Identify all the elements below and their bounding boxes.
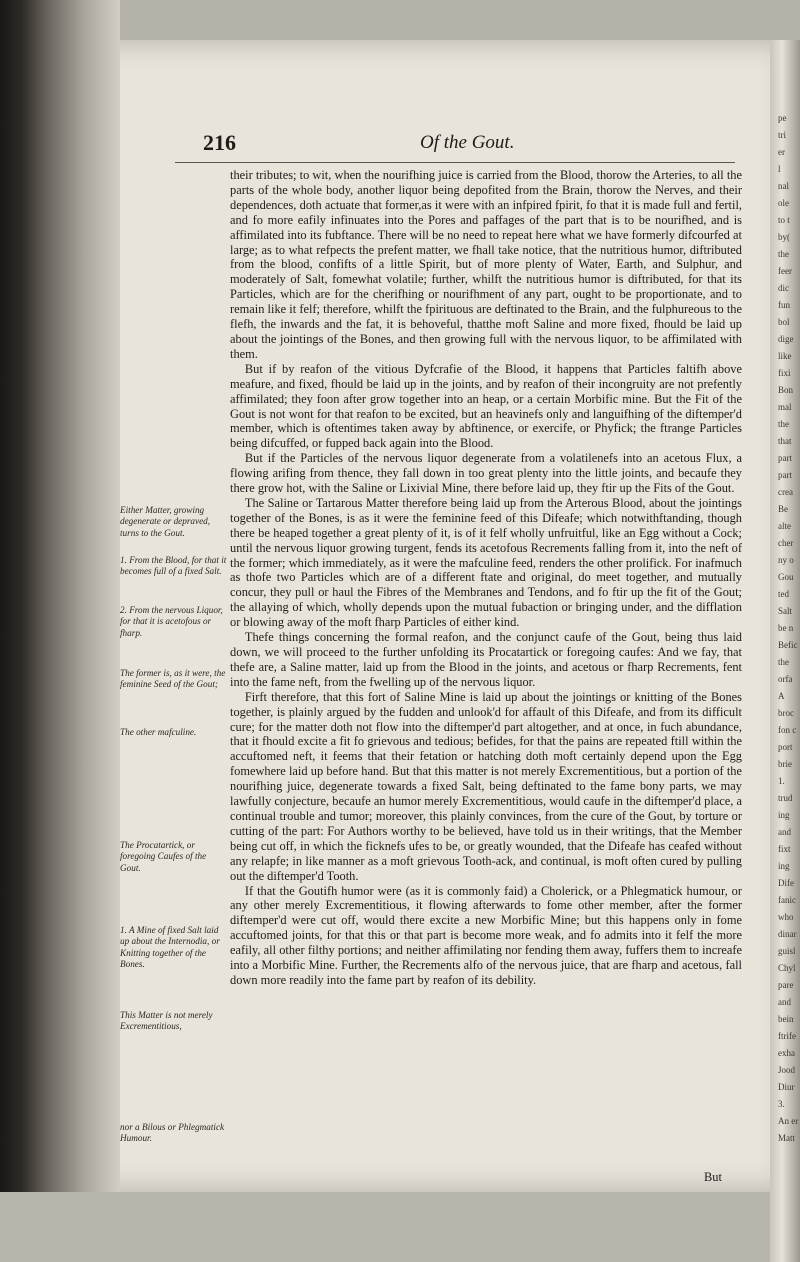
facing-page-fragment: ftrife (778, 1031, 796, 1041)
facing-page-fragment: trud (778, 793, 793, 803)
paragraph: Firft therefore, that this fort of Saline Mine is laid up about the jointings or knitting of the Bones together, is plainly argued by the fudden and unlook'd for affault of this Difeafe, and from its difficult cure; for the matter doth not flow into the diftemper'd part altogether, and at once, in fuch abundance, that it fhould excite a fit fo grievous and tedious; befides, for that the pains are repeated ftill within the accuftomed neft, it feems that their fetation or hatching doth moft certainly depend upon the Egg fomewhere laid up before hand. But that this matter is not merely Excrementitious, but a portion of the nourifhing juice, degenerate towards a fixed Salt, being deftinated to the fame bony parts, we may lawfully conjecture, becaufe an humor merely Excrementitious, would caufe in the diftemper'd place, a continual trouble and tumor; moreover, this plainly convinces, from the cure of the Gout, by torture or cutting of the part: For Authors worthy to be believed, have told us in their writings, that the Member being cut off, in which the ficknefs ufes to be, or greatly wounded, that the Difeafe has ceafed without any relapfe; in like manner as a moft grievous Tooth-ack, and continual, is moft often cured by pulling out the diftemper'd Tooth. (230, 689, 742, 883)
facing-page-fragment: fun (778, 300, 790, 310)
facing-page-fragment: port (778, 742, 793, 752)
facing-page-fragment: the (778, 249, 789, 259)
marginal-note: 2. From the nervous Liquor, for that it is acetofous or fharp. (120, 605, 223, 638)
paragraph: If that the Goutifh humor were (as it is commonly faid) a Cholerick, or a Phlegmatick humour, or any other merely Excrementitious, it flowing afterwards to fome other member, after the former diftemper'd were cut off, would there excite a new Morbific Mine; but this happens only in fome accuftomed joints, for that this or that part is become more weak, and fo admits into it felf the more eafily, all other filthy portions; and neither affimilating nor fending them away, fuffers them to increafe into a Morbific Mine. Further, the Recrements alfo of the nervous juice, that are fharp and acetous, fall down more readily into the fame part by reafon of its debility. (230, 883, 742, 987)
main-text (230, 168, 742, 988)
marginal-note: Either Matter, growing degenerate or depraved, turns to the Gout. (120, 505, 211, 538)
paragraph: The Saline or Tartarous Matter therefore being laid up from the Arterous Blood, about the jointings together of the Bones, is as it were the feminine feed of this Difeafe; which notwithftanding, though there be heaped together a great plenty of it, is of it felf wholly unfruitful, like an Egg without a Cock; until the nervous liquor growing turgent, fends its acetofous Recrements falling from it, into the neft of the former; which immediately, as it were the mafculine feed, renders the other prolifick. For inafmuch as thofe two Particles which are of a different ftate and original, do meet together, and mutually concur, they pull or haul the Fibres of the Membranes and Tendons, and fo ftir up the fit of the Gout; the allaying of which, wholly depends upon the mutual fubaction or bringing under, and the difflation or blowing away of the moft fharp Particles of either kind. (230, 495, 742, 630)
facing-page-fragment: ny o (778, 555, 794, 565)
marginal-note: This Matter is not merely Excrementitious, (120, 1010, 213, 1032)
paragraph: But if the Particles of the nervous liquor degenerate from a volatilenefs into an acetous Flux, a flowing arifing from thence, they fall down in too great plenty into the little joints, and becaufe they there grow hot, with the Saline or Lixivial Mine, there before laid up, they ftir up the Fits of the Gout. (230, 451, 742, 496)
marginal-note: nor a Bilous or Phlegmatick Humour. (120, 1122, 225, 1144)
book-gutter (0, 0, 120, 1192)
facing-page-fragment: Matt (778, 1133, 795, 1143)
facing-page-fragment: nal (778, 181, 789, 191)
facing-page-edge (770, 40, 800, 1262)
facing-page-fragment: part (778, 470, 792, 480)
facing-page-fragment: crea (778, 487, 793, 497)
marginal-note: The other mafculine. (120, 727, 197, 737)
facing-page-fragment: 3. (778, 1099, 785, 1109)
facing-page-fragment: ing (778, 810, 790, 820)
facing-page-fragment: mal (778, 402, 792, 412)
facing-page-fragment: to t (778, 215, 790, 225)
facing-page-fragment: and (778, 997, 791, 1007)
facing-page-fragment: dige (778, 334, 794, 344)
facing-page-fragment: feer (778, 266, 792, 276)
catchword: But (704, 1170, 722, 1184)
facing-page-fragment: and (778, 827, 791, 837)
facing-page-fragment: the (778, 657, 789, 667)
facing-page-fragment: Jood (778, 1065, 796, 1075)
facing-page-fragment: Befic (778, 640, 798, 650)
facing-page-fragment: l (778, 164, 781, 174)
facing-page-fragment: who (778, 912, 794, 922)
facing-page-fragment: ole (778, 198, 789, 208)
page-header (175, 130, 735, 163)
scan-top-band (60, 0, 800, 40)
facing-page-fragment: Salt (778, 606, 793, 616)
facing-page-fragment: brie (778, 759, 792, 769)
facing-page-fragment: ted (778, 589, 789, 599)
paragraph: their tributes; to wit, when the nourifhing juice is carried from the Blood, thorow the Arteries, to all the parts of the whole body, another liquor being depofited from the Brain, thorow the Nerves, and their dependences, doth actuate that former,as it were with an infpired fpirit, fo that it is made full and fertil, and fo more eafily infinuates into the Pores and paffages of the part that is to be nourifhed, and is affimilated into its fubftance. There will be no need to repeat here what we have formerly difcourfed at large; as to what refpects the prefent matter, we fhall take notice, that the nutritious humor, diftributed from the blood, confifts of a little Spirit, but of more plenty of Water, Earth, and Sulphur, and moderately of Salt, fomewhat volatile; further, whilft the nutritious humor is diftributed, for that its Particles, which are for the cherifhing or nourifhment of any part, ought to be proportionate, and to remain like it felf; therefore, whilft the fpirituous are deftinated to the Brain, and the fulphureous to the flefh, the inwards and the fat, it is behoveful, thatthe moft Saline and more fixed, fhould be laid up about the jointings of the Bones, and then growing full with the nervous liquor, to be affimilated with them. (230, 168, 742, 361)
facing-page-fragment: exha (778, 1048, 795, 1058)
facing-page-fragment: like (778, 351, 792, 361)
facing-page-fragment: dinar (778, 929, 797, 939)
facing-page-fragment: Gou (778, 572, 794, 582)
facing-page-fragment: by( (778, 232, 790, 242)
running-title: Of the Gout. (420, 132, 515, 153)
facing-page-fragment: that (778, 436, 792, 446)
paragraph: But if by reafon of the vitious Dyfcrafie of the Blood, it happens that Particles faltifh above meafure, and fixed, fhould be laid up in the joints, and by reafon of their incongruity are not prefently affimilated; they foon after grow together into an heap, or a certain Morbific mine. But the Fit of the Gout is not wont for that reafon to be excited, but an heavinefs only and languifhing of the diftemper'd member, which is oftentimes taken away by abftinence, or exercife, or Phyfick; the ftrange Particles being difcuffed, or fupped back again into the Blood. (230, 361, 742, 451)
facing-page-fragment: pe (778, 113, 787, 123)
paragraph: Thefe things concerning the formal reafon, and the conjunct caufe of the Gout, being thus laid down, we will proceed to the further unfolding its Procatartick or foregoing caufes: And we fay, that thefe are, a Saline matter, laid up from the Blood in the joints, and acetous or fharp Recrements, fent into the fame neft, from the fwelling up of the nervous liquor. (230, 630, 742, 689)
marginal-note: The Procatartick, or foregoing Caufes of the Gout. (120, 840, 207, 873)
facing-page-fragment: ing (778, 861, 790, 871)
marginal-note: 1. A Mine of fixed Salt laid up about the Internodia, or Knitting together of the Bones. (120, 925, 220, 970)
facing-page-fragment: 1. (778, 776, 785, 786)
facing-page-fragment: pare (778, 980, 794, 990)
facing-page-fragment: orfa (778, 674, 793, 684)
facing-page-fragment: A (778, 691, 785, 701)
facing-page-fragment: fixi (778, 368, 791, 378)
facing-page-fragment: part (778, 453, 792, 463)
marginal-note: The former is, as it were, the feminine Seed of the Gout; (120, 668, 226, 690)
facing-page-fragment: the (778, 419, 789, 429)
facing-page-fragment: bol (778, 317, 790, 327)
facing-page-fragment: bein (778, 1014, 794, 1024)
facing-page-fragment: Chyl (778, 963, 796, 973)
page-number: 216 (203, 130, 236, 155)
facing-page-fragment: er (778, 147, 785, 157)
facing-page-fragment: broc (778, 708, 794, 718)
facing-page-fragment: Diur (778, 1082, 795, 1092)
facing-page-fragment: guisl (778, 946, 796, 956)
facing-page-fragment: Dife (778, 878, 794, 888)
marginal-note: 1. From the Blood, for that it becomes full of a fixed Salt. (120, 555, 227, 577)
facing-page-fragment: Bon (778, 385, 794, 395)
facing-page-fragment: An er (778, 1116, 799, 1126)
facing-page-fragment: fanic (778, 895, 796, 905)
facing-page-fragment: be n (778, 623, 794, 633)
facing-page-fragment: alte (778, 521, 791, 531)
facing-page-fragment: Be (778, 504, 788, 514)
facing-page-fragment: fixt (778, 844, 791, 854)
facing-page-fragment: cher (778, 538, 794, 548)
facing-page-fragment: tri (778, 130, 786, 140)
facing-page-fragment: dic (778, 283, 789, 293)
facing-page-fragment: fon c (778, 725, 797, 735)
